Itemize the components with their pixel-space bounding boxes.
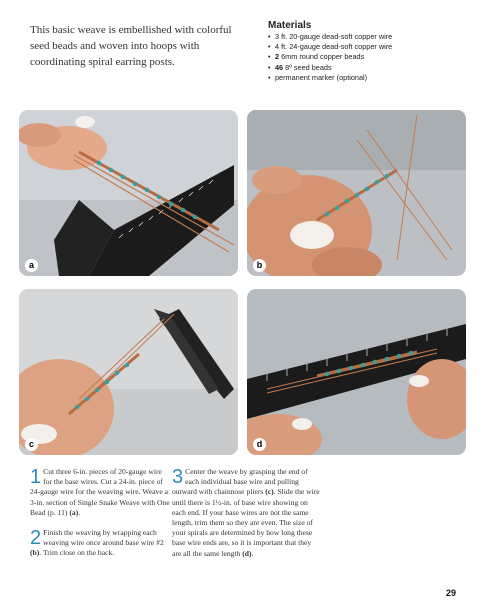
- step-1: 1 Cut three 6-in. pieces of 20-gauge wire for the base wires. Cut a 24-in. piece of 24-gauge wire for the weaving wire. Weave a 3-in. section of Single Snake Weave with One Bead (p. 11) (a).: [30, 466, 170, 517]
- step-3: 3 Center the weave by grasping the end of each individual base wire and pulling outward with chainnose pliers (c). Slide the wire until there is 1½-in. of base wire showing on each end. If your base wires are not the same length, trim them so they are even. The size of your spirals are determined by how long these base wire ends are, so it is important that they are all the same length (d).: [172, 466, 320, 558]
- photo-a: [19, 110, 238, 276]
- step-number: 1: [30, 466, 42, 488]
- intro-paragraph: This basic weave is embellished with colorful seed beads and woven into hoops with coordinating spiral earring posts.: [30, 24, 232, 68]
- photo-d: [247, 289, 466, 455]
- photo-label-c: c: [25, 438, 38, 451]
- photo-label-d: d: [253, 438, 266, 451]
- step-number: 3: [172, 466, 184, 488]
- materials-heading: Materials: [268, 20, 312, 31]
- step-number: 2: [30, 527, 42, 549]
- photo-c: [19, 289, 238, 455]
- materials-item: • permanent marker (optional): [268, 72, 368, 82]
- page-number: 29: [446, 588, 457, 598]
- materials-item: • 3 ft. 20-gauge dead-soft copper wire: [268, 32, 393, 41]
- materials-list: [268, 32, 468, 83]
- photo-label-a: a: [25, 259, 38, 272]
- photo-b: [247, 110, 466, 276]
- photo-label-b: b: [253, 259, 266, 272]
- materials-item: • 2 6mm round copper beads: [268, 52, 365, 62]
- materials-item: • 46 8º seed beads: [268, 62, 332, 72]
- materials-box: [268, 20, 468, 83]
- step-2: 2 Finish the weaving by wrapping each weaving wire once around base wire #2 (b). Trim close on the back.: [30, 527, 164, 558]
- materials-item: • 4 ft. 24-gauge dead-soft copper wire: [268, 42, 393, 52]
